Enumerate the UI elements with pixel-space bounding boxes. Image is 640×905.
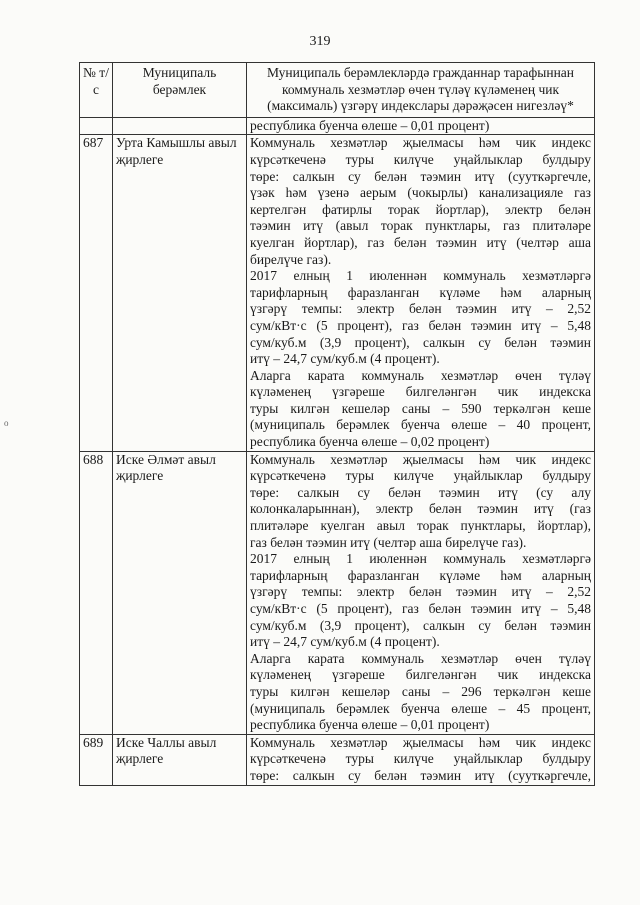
description-line: күләменең үзгәреше билгеләнгән чик индекска [250,667,591,683]
description-line: күләменең үзгәреше билгеләнгән чик индекска [250,384,591,400]
description-line: колонкаларыннан), электр белән тәэмин итү (газ [250,501,591,517]
description-line: тәэмин итү (авыл торак пунктлары, газ плитәләре [250,218,591,234]
row-municipality: Иске Әлмәт авыл җирлеге [113,451,247,734]
description-line: төре: салкын су белән тәэмин итү (сууткәргечле, [250,168,591,184]
description-line: үзгәрү темпы: электр белән тәэмин итү – 2,52 [250,301,591,317]
description-line: туры килгән кешеләр саны – 296 теркәлгән кеше [250,683,591,699]
continuation-line: республика буенча өлеше – 0,01 процент) [250,117,490,133]
description-line: туры килгән кешеләр саны – 590 теркәлгән кеше [250,400,591,416]
continuation-text [247,117,595,135]
row-description [247,734,595,785]
description-line: тарифларның фаразланган күләме һәм аларның [250,284,591,300]
table-header-row [80,63,595,118]
description-line: плитәләре куелган авыл торак пунктлары, йортлар), [250,518,591,534]
description-line: 2017 елның 1 июленнән коммуналь хезмәтләргә [250,551,591,567]
description-line: бирелүче газ). [250,251,332,267]
page-number: 319 [309,34,331,49]
description-line: Коммуналь хезмәтләр җыелмасы һәм чик индекс [250,135,591,151]
description-line: тарифларның фаразланган күләме һәм аларның [250,567,591,583]
description-line: үзәк һәм үзенә аерым (чокырлы) канализацияле газ [250,185,591,201]
description-line: Коммуналь хезмәтләр җыелмасы һәм чик индекс [250,734,591,750]
description-line: (муниципаль берәмлек буенча өлеше – 40 процент, [250,417,591,433]
row-number: 687 [80,135,113,451]
municipality-table [79,62,595,786]
row-municipality: Иске Чаллы авыл җирлеге [113,734,247,785]
description-line: сум/куб.м (3,9 процент), салкын су белән тәэмин [250,334,591,350]
description-line: Аларга карата коммуналь хезмәтләр өчен түләү [250,650,591,666]
description-line: республика буенча өлеше – 0,02 процент) [250,434,490,450]
description-line: Коммуналь хезмәтләр җыелмасы һәм чик индекс [250,451,591,467]
description-line: күрсәткеченә туры килүче уңайлыклар булдыру [250,468,591,484]
description-line: сум/кВт·с (5 процент), газ белән тәэмин итү – 5,48 [250,317,591,333]
description-line: итү – 24,7 сум/куб.м (4 процент). [250,634,440,650]
description-line: куелган йортлар), газ белән тәэмин итү (челтәр аша [250,234,591,250]
description-line: сум/кВт·с (5 процент), газ белән тәэмин итү – 5,48 [250,601,591,616]
header-municipality: Муниципаль берәмлек [113,63,247,118]
description-line: республика буенча өлеше – 0,01 процент) [250,717,490,733]
continuation-row [80,117,595,135]
continuation-municipality [113,117,247,135]
row-number: 689 [80,734,113,785]
table-row [80,451,595,734]
row-description [247,135,595,451]
row-municipality: Урта Камышлы авыл җирлеге [113,135,247,451]
description-line: күрсәткеченә туры килүче уңайлыклар булдыру [250,151,591,167]
row-number: 688 [80,451,113,734]
table-row [80,734,595,785]
description-line: Аларга карата коммуналь хезмәтләр өчен түләү [250,367,591,383]
row-description [247,451,595,734]
description-line: итү – 24,7 сум/куб.м (4 процент). [250,351,440,367]
description-line: (муниципаль берәмлек буенча өлеше – 45 процент, [250,700,591,716]
description-line: кертелгән фатирлы торак йортлар), электр белән [250,201,591,217]
description-line: төре: салкын су белән тәэмин итү (су алу [250,484,591,500]
description-line: төре: салкын су белән тәэмин итү (сууткәргечле, [250,767,591,783]
continuation-num [80,117,113,135]
header-num: № т/с [80,63,113,118]
description-line: 2017 елның 1 июленнән коммуналь хезмәтләргә [250,268,591,284]
header-description: Муниципаль берәмлекләрдә гражданнар тарафыннан коммуналь хезмәтләр өчен түләү күләменең чик (максималь) үзгәрү индекслары дәрәҗәсен нигезләү* [247,63,595,118]
margin-mark: о [4,418,9,428]
description-line: күрсәткеченә туры килүче уңайлыклар булдыру [250,751,591,767]
description-line: сум/куб.м (3,9 процент), салкын су белән тәэмин [250,617,591,633]
description-line: газ белән тәэмин итү (челтәр аша бирелүче газ). [250,534,527,550]
description-line: үзгәрү темпы: электр белән тәэмин итү – 2,52 [250,584,591,600]
table-row [80,135,595,451]
